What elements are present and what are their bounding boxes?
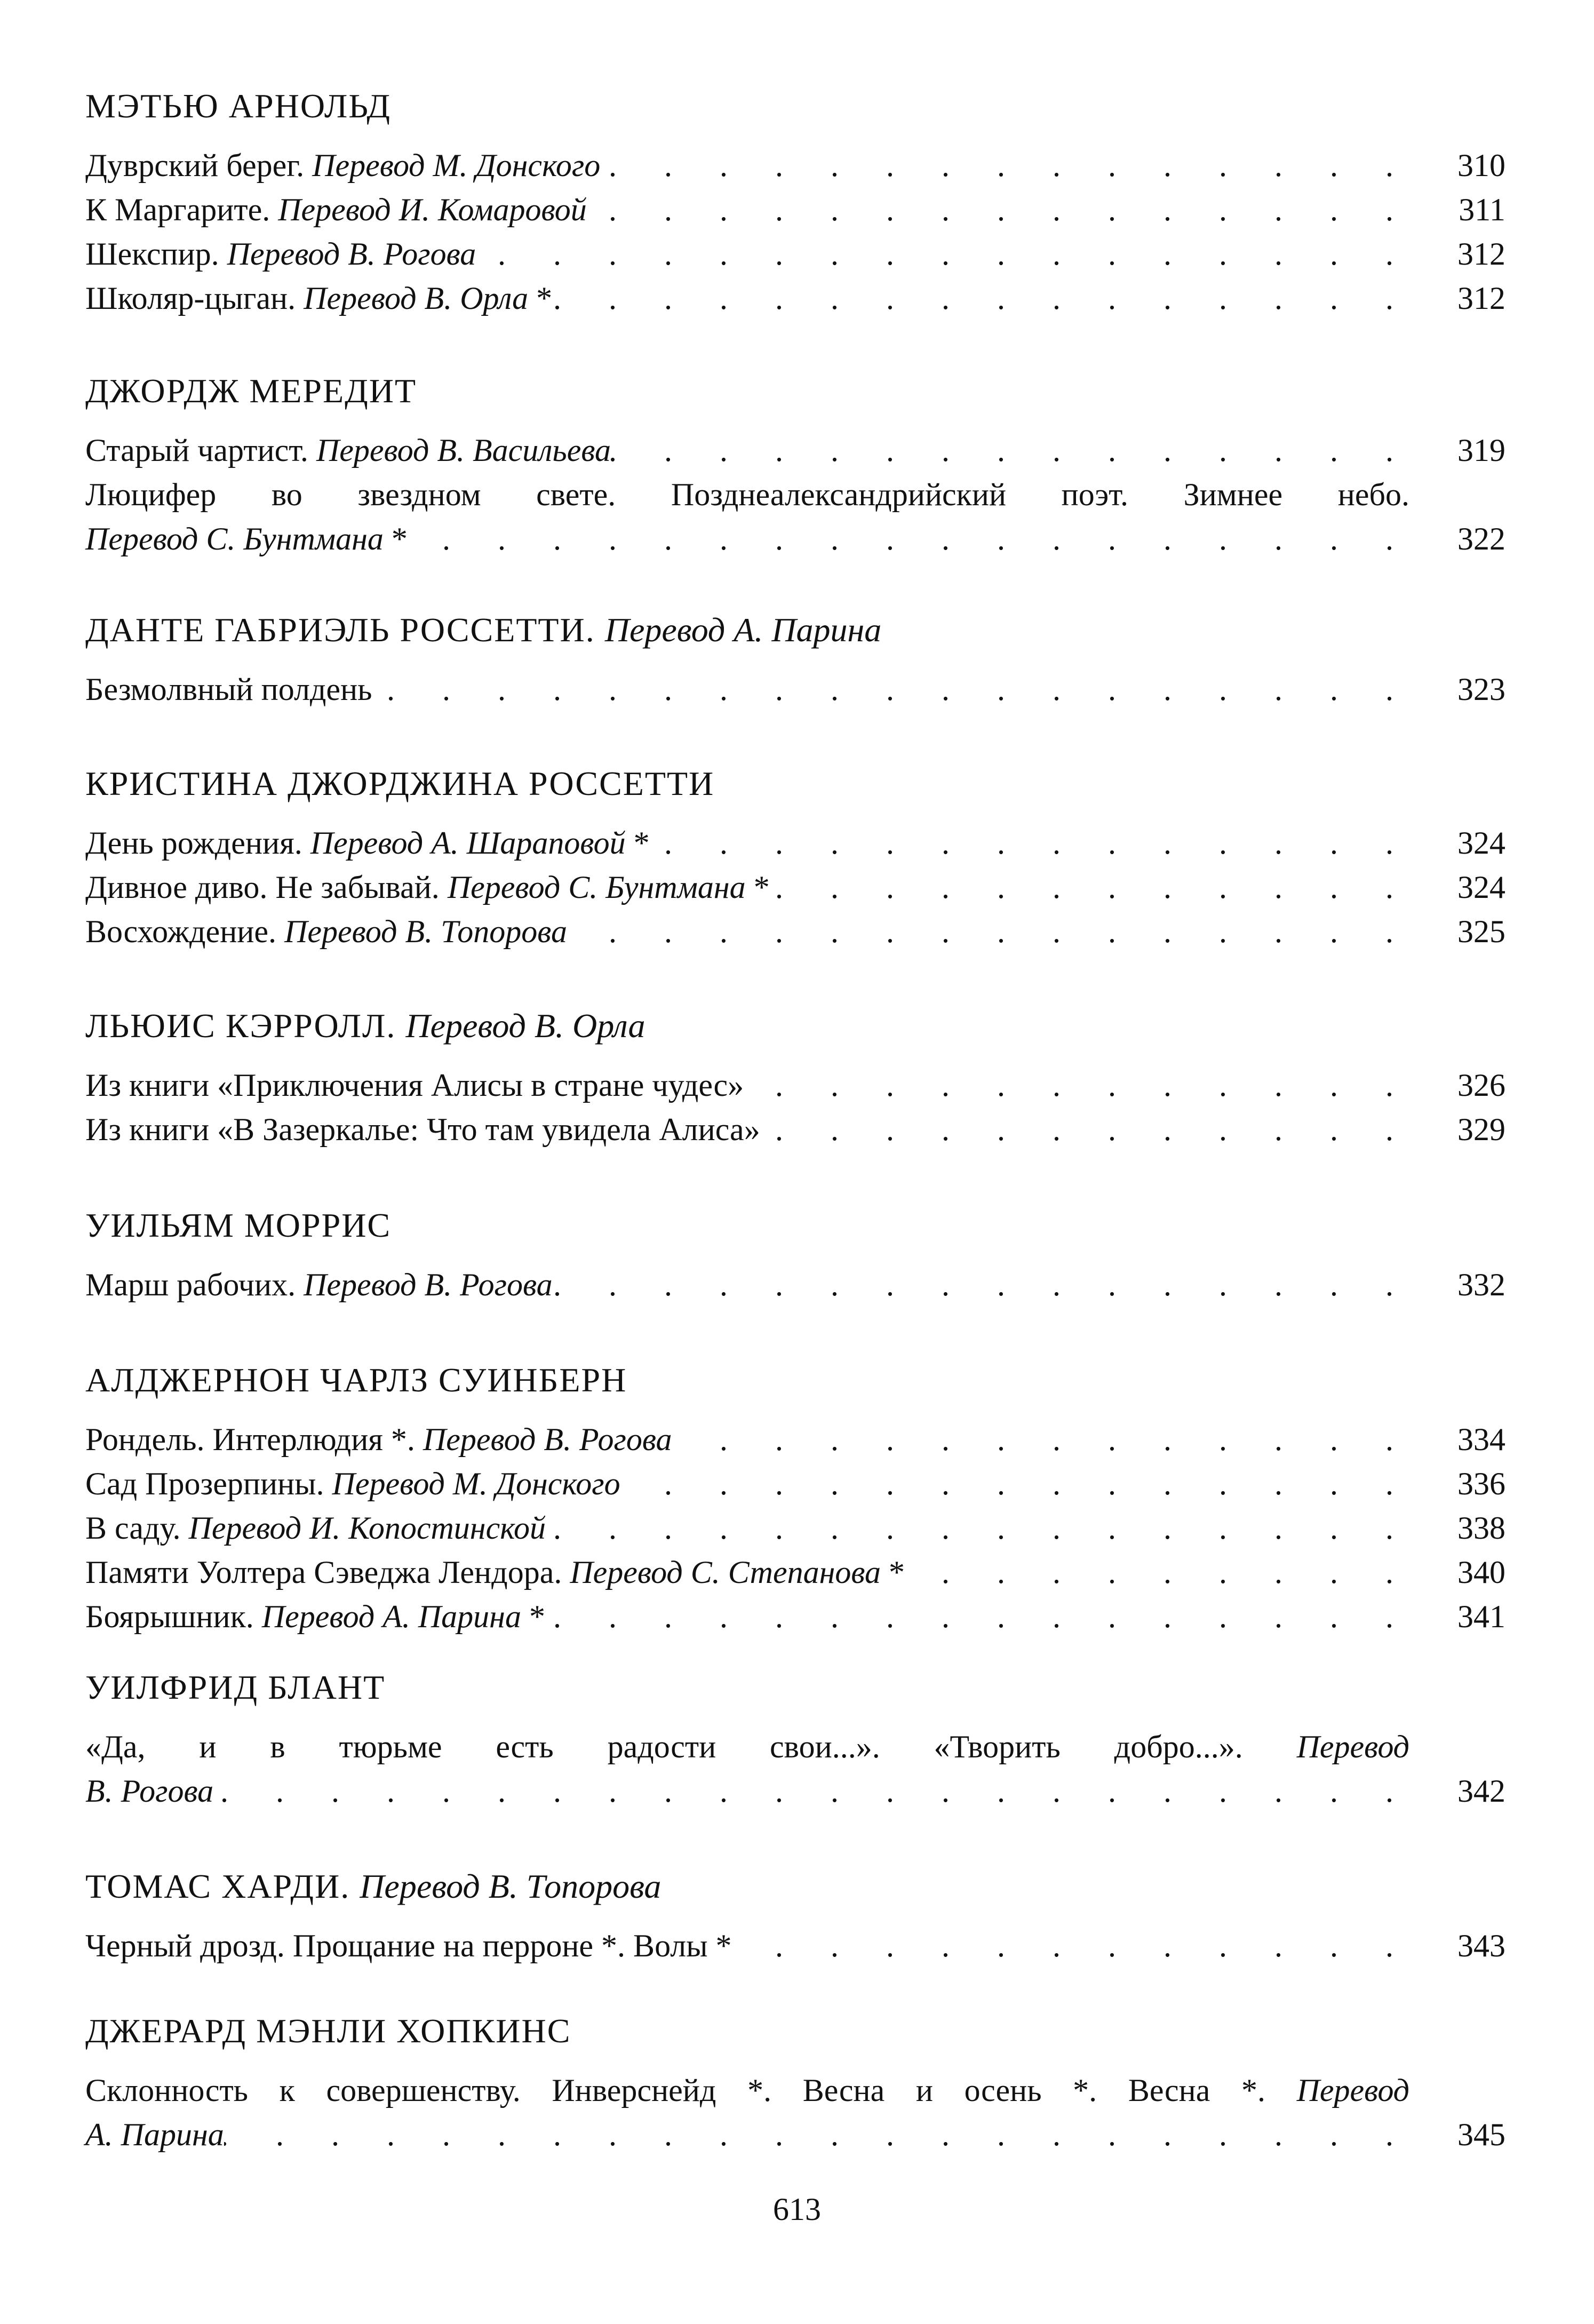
work-title: Черный дрозд. Прощание на перроне *. Волы * <box>85 1928 732 1963</box>
entry-line <box>85 1924 1505 1968</box>
author-section <box>85 1002 1505 1152</box>
toc-entry <box>85 1595 1505 1639</box>
page-ref: 312 <box>1457 236 1505 272</box>
dot-leader <box>760 1108 1409 1152</box>
translator-credit: Перевод С. Степанова <box>570 1555 881 1590</box>
dot-leader <box>650 821 1409 865</box>
work-title: К Маргарите. <box>85 192 278 227</box>
translator-credit: Перевод <box>1296 1729 1409 1764</box>
author-section <box>85 1356 1505 1639</box>
translator-credit: Перевод А. Шараповой <box>310 825 626 861</box>
page-ref: 319 <box>1457 433 1505 468</box>
entry-text <box>85 2068 1409 2113</box>
entry-text <box>85 2113 224 2157</box>
toc-entry <box>85 1506 1505 1550</box>
dot-leader <box>553 1263 1409 1307</box>
entry-text <box>85 1108 760 1152</box>
translator-credit: Перевод В. Топорова <box>284 914 567 949</box>
page-ref: 311 <box>1458 192 1505 227</box>
translator-credit: Перевод <box>1296 2073 1409 2108</box>
heading-translator: Перевод В. Топорова <box>360 1867 661 1905</box>
work-title: День рождения. <box>85 825 310 861</box>
work-title: * <box>625 825 650 861</box>
work-title: Рондель. Интерлюдия *. <box>85 1422 423 1457</box>
work-title: Люцифер во звездном свете. Позднеалександрийский поэт. Зимнее небо. <box>85 477 1409 512</box>
dot-leader <box>552 276 1409 321</box>
translator-credit: Перевод С. Бунтмана <box>85 521 384 556</box>
toc-entry <box>85 910 1505 954</box>
entry-text <box>85 1550 905 1595</box>
author-section <box>85 606 1505 712</box>
entry-text <box>85 910 567 954</box>
work-title: Дуврский берег. <box>85 148 313 183</box>
toc-entry <box>85 232 1505 276</box>
entry-line <box>85 865 1505 910</box>
toc-entry <box>85 821 1505 865</box>
entry-line <box>85 473 1505 517</box>
author-name: ЛЬЮИС КЭРРОЛЛ. <box>85 1007 396 1045</box>
author-section <box>85 1664 1505 1813</box>
page-ref: 324 <box>1457 825 1505 861</box>
author-section <box>85 2007 1505 2157</box>
work-title: В саду. <box>85 1510 189 1546</box>
toc-entry <box>85 428 1505 473</box>
entry-text <box>85 1769 213 1813</box>
entry-line <box>85 2068 1505 2113</box>
entry-line <box>85 1108 1505 1152</box>
toc-entry <box>85 1462 1505 1506</box>
work-title: Склонность к совершенству. Инверснейд *. Весна и осень *. Весна *. <box>85 2073 1297 2108</box>
toc-entry <box>85 144 1505 188</box>
entry-text <box>85 667 372 712</box>
translator-credit: Перевод И. Копостинской <box>188 1510 546 1546</box>
work-title: Сад Прозерпины. <box>85 1466 332 1501</box>
work-title: * <box>521 1599 545 1634</box>
dot-leader <box>744 1063 1409 1108</box>
entry-text <box>85 1063 744 1108</box>
entry-line <box>85 1769 1505 1813</box>
author-heading <box>85 1002 1505 1050</box>
author-name: МЭТЬЮ АРНОЛЬД <box>85 87 391 125</box>
author-name: ДЖЕРАРД МЭНЛИ ХОПКИНС <box>85 2012 571 2050</box>
entry-line <box>85 1550 1505 1595</box>
toc-entry <box>85 1725 1505 1813</box>
entry-text <box>85 821 650 865</box>
work-title: «Да, и в тюрьме есть радости свои...». «Творить добро...». <box>85 1729 1297 1764</box>
entry-text <box>85 1924 732 1968</box>
work-title: * <box>745 870 770 905</box>
entry-line <box>85 1595 1505 1639</box>
author-name: ТОМАС ХАРДИ. <box>85 1867 350 1905</box>
translator-credit: Перевод М. Донского <box>312 148 601 183</box>
page-ref: 325 <box>1457 914 1505 949</box>
dot-leader <box>587 188 1409 232</box>
author-section <box>85 367 1505 561</box>
page-ref: 338 <box>1457 1510 1505 1546</box>
toc-entry <box>85 2068 1505 2157</box>
entry-line <box>85 2113 1505 2157</box>
entry-text <box>85 1462 620 1506</box>
author-heading <box>85 1356 1505 1404</box>
author-heading <box>85 1863 1505 1911</box>
entry-text <box>85 1263 553 1307</box>
entry-text <box>85 188 587 232</box>
dot-leader <box>546 1506 1409 1550</box>
toc-entry <box>85 276 1505 321</box>
translator-credit: Перевод И. Комаровой <box>278 192 587 227</box>
author-section <box>85 1863 1505 1968</box>
page-ref: 332 <box>1457 1267 1505 1302</box>
page-ref: 323 <box>1457 672 1505 707</box>
entry-text <box>85 276 552 321</box>
entry-text <box>85 144 600 188</box>
author-section <box>85 1201 1505 1307</box>
work-title: Из книги «В Зазеркалье: Что там увидела Алиса» <box>85 1112 760 1147</box>
toc-entry <box>85 667 1505 712</box>
translator-credit: Перевод В. Рогова <box>304 1267 553 1302</box>
dot-leader <box>567 910 1409 954</box>
toc-entry <box>85 865 1505 910</box>
page-ref: 324 <box>1457 870 1505 905</box>
dot-leader <box>620 1462 1409 1506</box>
dot-leader <box>905 1550 1409 1595</box>
translator-credit: В. Рогова <box>85 1773 214 1809</box>
author-name: ДЖОРДЖ МЕРЕДИТ <box>85 372 417 410</box>
entry-line <box>85 517 1505 561</box>
toc-entry <box>85 1418 1505 1462</box>
work-title: * <box>880 1555 905 1590</box>
work-title: Боярышник. <box>85 1599 262 1634</box>
toc-entry <box>85 1263 1505 1307</box>
work-title: Школяр-цыган. <box>85 281 304 316</box>
translator-credit: Перевод С. Бунтмана <box>447 870 746 905</box>
page-ref: 345 <box>1457 2117 1505 2152</box>
author-name: КРИСТИНА ДЖОРДЖИНА РОССЕТТИ <box>85 765 715 802</box>
toc-entry <box>85 1063 1505 1108</box>
entry-line <box>85 188 1505 232</box>
entry-line <box>85 1418 1505 1462</box>
work-title: Памяти Уолтера Сэведжа Лендора. <box>85 1555 570 1590</box>
entry-line <box>85 1263 1505 1307</box>
author-heading <box>85 760 1505 808</box>
entry-text <box>85 1418 672 1462</box>
page-ref: 310 <box>1457 148 1505 183</box>
page-ref: 341 <box>1457 1599 1505 1634</box>
entry-text <box>85 517 408 561</box>
toc-entry <box>85 1924 1505 1968</box>
dot-leader <box>545 1595 1409 1639</box>
translator-credit: Перевод В. Рогова <box>423 1422 672 1457</box>
work-title: Из книги «Приключения Алисы в стране чудес» <box>85 1068 744 1103</box>
translator-credit: Перевод В. Васильева <box>316 433 611 468</box>
dot-leader <box>732 1924 1409 1968</box>
entry-line <box>85 821 1505 865</box>
dot-leader <box>372 667 1409 712</box>
entry-text <box>85 1725 1409 1769</box>
entry-text <box>85 428 611 473</box>
toc-entry <box>85 1550 1505 1595</box>
entry-line <box>85 1063 1505 1108</box>
work-title: * <box>528 281 553 316</box>
dot-leader <box>408 517 1409 561</box>
page-ref: 329 <box>1457 1112 1505 1147</box>
entry-text <box>85 232 476 276</box>
author-heading <box>85 82 1505 130</box>
dot-leader <box>611 428 1409 473</box>
entry-text <box>85 865 770 910</box>
page-ref: 326 <box>1457 1068 1505 1103</box>
author-name: АЛДЖЕРНОН ЧАРЛЗ СУИНБЕРН <box>85 1361 627 1399</box>
page-ref: 312 <box>1457 281 1505 316</box>
page-ref: 342 <box>1457 1773 1505 1809</box>
page-ref: 343 <box>1457 1928 1505 1963</box>
author-heading <box>85 1664 1505 1712</box>
dot-leader <box>600 144 1409 188</box>
author-heading <box>85 367 1505 415</box>
author-name: УИЛЬЯМ МОРРИС <box>85 1206 392 1244</box>
work-title: Шекспир. <box>85 236 227 272</box>
page-ref: 336 <box>1457 1466 1505 1501</box>
author-name: УИЛФРИД БЛАНТ <box>85 1668 386 1706</box>
translator-credit: Перевод М. Донского <box>332 1466 620 1501</box>
page-ref: 340 <box>1457 1555 1505 1590</box>
page-ref: 322 <box>1457 521 1505 556</box>
work-title: Марш рабочих. <box>85 1267 304 1302</box>
author-heading <box>85 2007 1505 2055</box>
translator-credit: А. Парина <box>85 2117 224 2152</box>
dot-leader <box>770 865 1409 910</box>
entry-line <box>85 910 1505 954</box>
entry-line <box>85 667 1505 712</box>
entry-line <box>85 144 1505 188</box>
work-title: Старый чартист. <box>85 433 316 468</box>
page-number: 613 <box>773 2192 821 2227</box>
dot-leader <box>672 1418 1410 1462</box>
entry-line <box>85 428 1505 473</box>
toc-entry <box>85 1108 1505 1152</box>
work-title: Дивное диво. Не забывай. <box>85 870 448 905</box>
author-section <box>85 760 1505 954</box>
entry-text <box>85 473 1409 517</box>
work-title: Безмолвный полдень <box>85 672 372 707</box>
dot-leader <box>476 232 1409 276</box>
entry-text <box>85 1595 545 1639</box>
translator-credit: Перевод В. Орла <box>304 281 529 316</box>
author-heading <box>85 606 1505 654</box>
heading-translator: Перевод В. Орла <box>405 1007 645 1045</box>
author-heading <box>85 1201 1505 1249</box>
toc-entry <box>85 473 1505 561</box>
toc-entry <box>85 188 1505 232</box>
heading-translator: Перевод А. Парина <box>604 611 882 649</box>
entry-line <box>85 1725 1505 1769</box>
dot-leader <box>224 2113 1409 2157</box>
work-title: * <box>383 521 408 556</box>
author-name: ДАНТЕ ГАБРИЭЛЬ РОССЕТТИ. <box>85 611 595 649</box>
translator-credit: Перевод В. Рогова <box>227 236 476 272</box>
author-section <box>85 82 1505 321</box>
page-ref: 334 <box>1457 1422 1505 1457</box>
entry-line <box>85 276 1505 321</box>
work-title: Восхождение. <box>85 914 285 949</box>
entry-line <box>85 1506 1505 1550</box>
dot-leader <box>213 1769 1409 1813</box>
entry-line <box>85 232 1505 276</box>
entry-line <box>85 1462 1505 1506</box>
entry-text <box>85 1506 546 1550</box>
translator-credit: Перевод А. Парина <box>261 1599 521 1634</box>
